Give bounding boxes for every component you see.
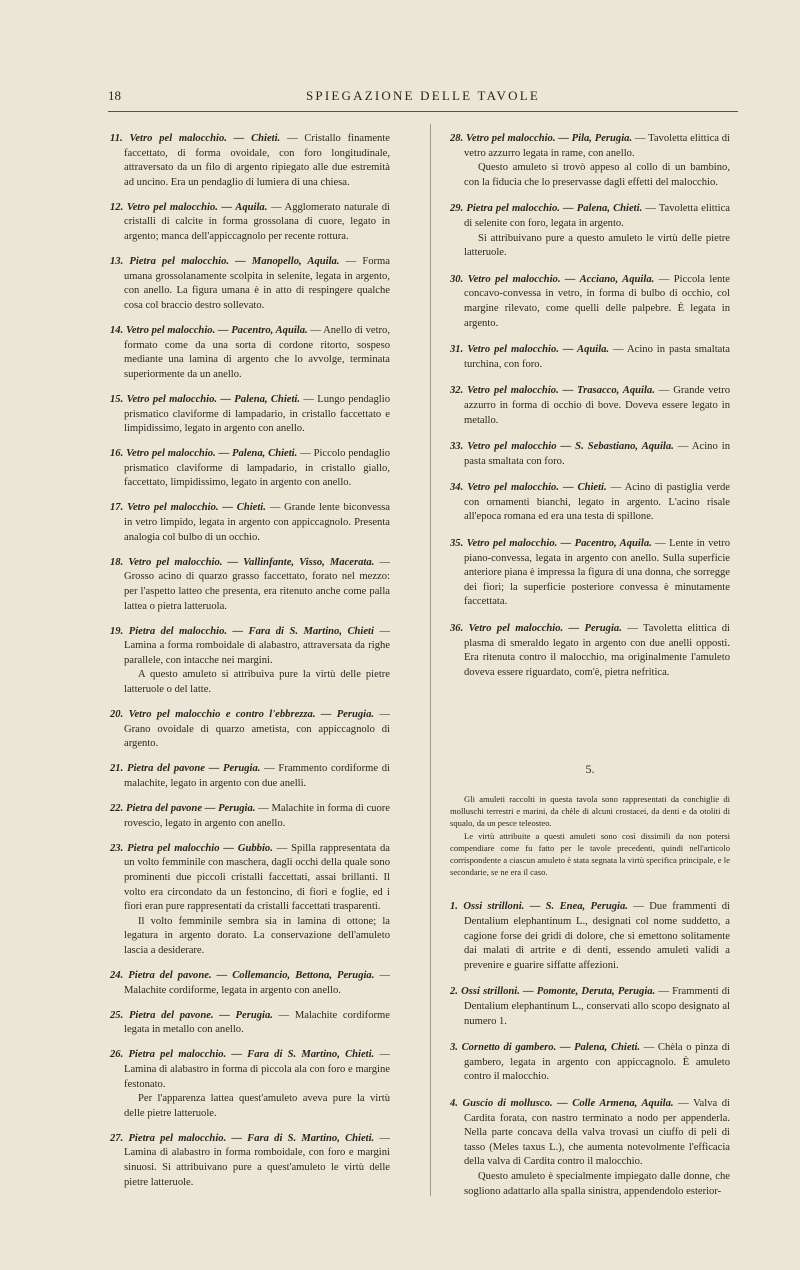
entry-text: — Agglomerato naturale di cristalli di calcite in forma grossolana di cuore, legato in argento; manca dell'appiccagnolo per recente rottura.	[124, 201, 390, 243]
entry-number: 34.	[450, 482, 464, 494]
entry-text: — Chèla o pinza di gambero, legata in argento con appiccagnolo. È amuleto contro il malocchio.	[464, 1042, 730, 1083]
entry-number: 4.	[450, 1097, 458, 1109]
entry	[110, 324, 390, 382]
entry	[110, 447, 390, 491]
entry-heading: Ossi strilloni. — Pomonte, Deruta, Perugia.	[461, 986, 656, 998]
entry	[450, 985, 730, 1029]
entry	[450, 132, 730, 190]
entry-text: — Acino in pasta smaltata turchina, con foro.	[464, 344, 730, 370]
entry	[110, 393, 390, 437]
entry-extra: Questo amuleto è specialmente impiegato dalle donne, che sogliono adattarlo alla spalla sinistra, appendendolo esterior-	[464, 1170, 730, 1197]
entry-number: 1.	[450, 901, 458, 913]
entry	[450, 440, 730, 469]
entry	[110, 1048, 390, 1121]
entry-heading: Vetro pel malocchio. — Aquila.	[467, 344, 610, 356]
entry-number: 2.	[450, 986, 458, 998]
page-number: 18	[108, 88, 121, 103]
entry-heading: Pietra pel malocchio. — Fara di S. Martino, Chieti.	[128, 1132, 375, 1144]
entry-text: — Grano ovoidale di quarzo ametista, con appiccagnolo di argento.	[124, 709, 390, 750]
entry-number: 30.	[450, 273, 464, 285]
entry-heading: Vetro pel malocchio. — Pila, Perugia.	[466, 133, 633, 144]
entry-text: — Lamina di alabastro in forma di piccola ala con foro e margine festonato.	[124, 1049, 391, 1090]
entry-heading: Vetro pel malocchio. — Acciano, Aquila.	[467, 273, 655, 285]
entry-number: 20.	[110, 709, 124, 721]
entry-number: 33.	[450, 441, 464, 453]
entry-number: 28.	[450, 133, 464, 144]
entry-heading: Pietra del pavone. — Collemancio, Bettona, Perugia.	[128, 970, 375, 981]
entry-heading: Pietra del malocchio. — Fara di S. Martino, Chieti	[128, 625, 374, 637]
entry-text: — Tavoletta elittica di plasma di smeraldo legato in argento con due anelli opposti. Era ritenuta contro il malocchio, ma originalmente l'amuleto doveva essere riguardato, com'è, pietra nefritica.	[464, 623, 730, 678]
entry-text: — Lente in vetro piano-convessa, legata in argento con anello. Sulla superficie anteriore piana è impressa la figura di una donna, che sorregge dei fiori; la superficie posteriore convessa è minutamente faccettata.	[464, 538, 731, 608]
entry-number: 18.	[110, 556, 124, 568]
right-column-entries-2	[450, 900, 730, 1199]
entry-heading: Vetro pel malocchio. — Perugia.	[468, 623, 622, 635]
note-paragraph: Le virtù attribuite a questi amuleti sono così dissimili da non potersi compendiare come fu fatto per le tavole precedenti, quindi nell'articolo corrispondente a ciascun amuleto è stata segnata la virtù specifica principale, e le secondarie, se ne era il caso.	[450, 830, 730, 878]
entry-text: — Acino in pasta smaltata con foro.	[464, 441, 731, 467]
entry-number: 23.	[110, 842, 124, 854]
entry-heading: Vetro pel malocchio. — Chieti.	[127, 502, 266, 514]
entry-number: 19.	[110, 625, 124, 637]
entry-heading: Guscio di mollusco. — Colle Armena, Aquila.	[462, 1097, 674, 1109]
entry-number: 24.	[110, 970, 124, 981]
entry-text: — Cristallo finamente faccettato, di forma ovoidale, con foro longitudinale, attraversato da un filo di argento ripiegato alle due estremità ad uncino. Era un pendaglio di lumiera di una chiesa.	[124, 133, 390, 188]
entry-extra: Questo amuleto si trovò appeso al collo di un bambino, con la fiducia che lo preservasse dagli effetti del malocchio.	[464, 162, 730, 188]
column-divider	[430, 124, 431, 1196]
entry	[450, 273, 730, 331]
entry	[450, 622, 730, 680]
note-paragraph: Gli amuleti raccolti in questa tavola sono rappresentati da conchiglie di molluschi terrestri e marini, da chèle di alcuni crostacei, da denti e da otoliti di squalo, da un pesce teleosteo.	[450, 794, 730, 829]
entry-text: — Spilla rappresentata da un volto femminile con maschera, dagli occhi della quale sono prominenti due piccoli cristalli faccettati, assai brillanti. Il volto era circondato da un festoncino, di fiori e foglie, ed i fiori eran pure rappresentati da cristalli faccettati trasparenti.	[124, 842, 391, 913]
entry-text: — Malachite in forma di cuore rovescio, legato in argento con anello.	[124, 803, 391, 829]
entry-text: — Due frammenti di Dentalium elephantinum L., designati col nome suddetto, a cagione forse dei gridi di dolore, che si emettono solitamente dai malati di artrite e di denti, essendo amuleti validi a prevenire e guarire siffatte affezioni.	[464, 901, 730, 971]
entry-text: — Valva di Cardita forata, con nastro terminato a nodo per appenderla. Nella parte concava della valva trovasi un ciuffo di peli di tasso (Meles taxus L.), che aumenta notevolmente l'efficacia della valva di Cardita contro il malocchio.	[464, 1097, 730, 1168]
entry-text: — Grosso acino di quarzo grasso faccettato, forato nel mezzo: per l'aspetto latteo che presenta, era ritenuto anche come palla lattea o pietra latteruola.	[124, 556, 390, 612]
entry-number: 35.	[450, 538, 464, 550]
entry	[450, 481, 730, 525]
entry-heading: Pietra pel malocchio — Gubbio.	[127, 842, 273, 854]
entry-text: — Malachite cordiforme legata in metallo con anello.	[124, 1009, 390, 1036]
entry-heading: Pietra del pavone — Perugia.	[125, 803, 256, 815]
entry	[110, 802, 390, 831]
entry-number: 31.	[450, 344, 464, 356]
entry	[110, 132, 390, 190]
entry	[110, 708, 390, 752]
entry	[450, 900, 730, 973]
entry-text: — Piccola lente concavo-convessa in vetro, in forma di bulbo di occhio, col margine rilevato, come quelli delle palpebre. È legata in argento.	[464, 273, 730, 329]
entry	[110, 1009, 390, 1038]
entry-text: — Lamina a forma romboidale di alabastro, attraversata da righe parallele, con intacche nei margini.	[124, 625, 391, 666]
entry-number: 12.	[110, 201, 124, 213]
entry-number: 29.	[450, 203, 464, 215]
entry-heading: Pietra pel malocchio. — Manopello, Aquila.	[129, 256, 340, 268]
entry-text: — Piccolo pendaglio prismatico claviforme di lampadario, in cristallo giallo, faccettato, limpidissimo, legato in argento con anello.	[124, 448, 391, 489]
entry-text: — Grande vetro azzurro in forma di occhio di bove. Doveva essere legato in metallo.	[464, 385, 731, 426]
header-rule	[108, 111, 738, 112]
entry-heading: Vetro pel malocchio — S. Sebastiano, Aquila.	[467, 441, 674, 453]
entry-heading: Vetro pel malocchio. — Trasacco, Aquila.	[467, 385, 655, 397]
entry-extra: A questo amuleto si attribuiva pure la virtù delle pietre latteruole o del latte.	[124, 669, 390, 695]
entry-text: — Malachite cordiforme, legata in argento con anello.	[124, 970, 391, 996]
entry-number: 36.	[450, 623, 464, 635]
entry-number: 27.	[110, 1132, 124, 1144]
entry-heading: Vetro pel malocchio. — Chieti.	[467, 482, 607, 494]
right-column-entries	[450, 132, 730, 680]
entry	[450, 343, 730, 372]
entry-heading: Vetro pel malocchio e contro l'ebbrezza. — Perugia.	[128, 709, 375, 721]
section-note	[450, 793, 730, 878]
entry-heading: Vetro pel malocchio. — Vallinfante, Visso, Macerata.	[128, 556, 375, 568]
left-column	[110, 132, 390, 1201]
entry-extra: Per l'apparenza lattea quest'amuleto aveva pure la virtù delle pietre latteruole.	[124, 1093, 390, 1119]
entry-number: 22.	[110, 803, 124, 815]
entry-number: 21.	[110, 763, 124, 775]
entry-number: 3.	[450, 1042, 458, 1054]
entry-text: — Anello di vetro, formato come da una sorta di cordone ritorto, sospeso mediante una lamina di argento che lo avvolge, terminata superiormente da un anello.	[124, 325, 390, 380]
entry-text: — Frammento cordiforme di malachite, legato in argento con due anelli.	[124, 763, 390, 789]
entry	[110, 842, 390, 959]
entry-heading: Vetro pel malocchio. — Chieti.	[129, 133, 281, 144]
entry	[110, 1132, 390, 1190]
running-title: SPIEGAZIONE DELLE TAVOLE	[306, 88, 540, 103]
section-number: 5.	[585, 762, 595, 777]
entry-number: 14.	[110, 325, 124, 337]
entry-number: 17.	[110, 502, 124, 514]
entry-number: 26.	[110, 1049, 124, 1061]
entry-text: — Tavoletta elittica di vetro azzurro legata in rame, con anello.	[464, 133, 731, 159]
entry	[450, 384, 730, 428]
entry-text: — Lamina di alabastro in forma romboidale, con foro e margini sinuosi. Si attribuivano pure a quest'amuleto le virtù delle pietre latteruole.	[124, 1132, 391, 1188]
entry	[110, 762, 390, 791]
entry	[110, 969, 390, 998]
entry-heading: Pietra del pavone — Perugia.	[126, 763, 261, 775]
entry	[450, 537, 730, 610]
entry	[110, 501, 390, 545]
entry-number: 25.	[110, 1009, 124, 1021]
entry	[110, 625, 390, 698]
entry-text: — Tavoletta elittica di selenite con foro, legata in argento.	[464, 203, 730, 229]
entry-text: — Grande lente biconvessa in vetro limpido, legata in argento con appiccagnolo. Presenta analogia col bulbo di un occhio.	[124, 502, 390, 543]
entry-text: — Lungo pendaglio prismatico claviforme di lampadario, in cristallo faccettato e limpidissimo, legato in argento con anello.	[124, 393, 390, 435]
entry-text: — Acino di pastiglia verde con ornamenti bianchi, legato in argento. L'acino risale all'epoca romana ed era una testa di spillone.	[464, 482, 731, 523]
entry-heading: Vetro pel malocchio. — Palena, Chieti.	[126, 393, 301, 405]
entry-heading: Vetro pel malocchio. — Pacentro, Aquila.	[466, 538, 652, 550]
entry	[110, 255, 390, 313]
entry-extra: Si attribuivano pure a questo amuleto le virtù delle pietre latteruole.	[464, 232, 730, 259]
entry-number: 15.	[110, 393, 124, 405]
entry-heading: Vetro pel malocchio. — Pacentro, Aquila.	[125, 325, 308, 337]
entry-heading: Vetro pel malocchio. — Palena, Chieti.	[126, 448, 298, 460]
entry-number: 13.	[110, 256, 124, 268]
entry-heading: Ossi strilloni. — S. Enea, Perugia.	[463, 901, 628, 913]
entry-heading: Pietra pel malocchio. — Fara di S. Martino, Chieti.	[128, 1049, 375, 1061]
entry-number: 11.	[110, 133, 123, 144]
entry	[110, 201, 390, 245]
entry-heading: Pietra del pavone. — Perugia.	[128, 1009, 273, 1021]
entry-extra: Il volto femminile sembra sia in lamina di ottone; la legatura in argento dorato. La conservazione dell'amuleto lascia a desiderare.	[124, 915, 390, 956]
entry	[450, 1041, 730, 1085]
entry-heading: Vetro pel malocchio. — Aquila.	[126, 201, 268, 213]
entry-number: 32.	[450, 385, 464, 397]
entry	[110, 556, 390, 614]
right-column	[450, 132, 730, 1211]
entry	[450, 202, 730, 260]
page-header	[108, 88, 738, 108]
entry	[450, 1097, 730, 1199]
entry-number: 16.	[110, 448, 124, 460]
entry-heading: Cornetto di gambero. — Palena, Chieti.	[461, 1042, 641, 1054]
entry-heading: Pietra pel malocchio. — Palena, Chieti.	[466, 203, 643, 215]
entry-text: — Frammenti di Dentalium elephantinum L., conservati allo scopo designato al numero 1.	[464, 986, 730, 1027]
entry-text: — Forma umana grossolanamente scolpita in selenite, legata in argento, con anello. La figura umana è in atto di respingere qualche cosa col braccio destro sollevato.	[124, 256, 390, 311]
